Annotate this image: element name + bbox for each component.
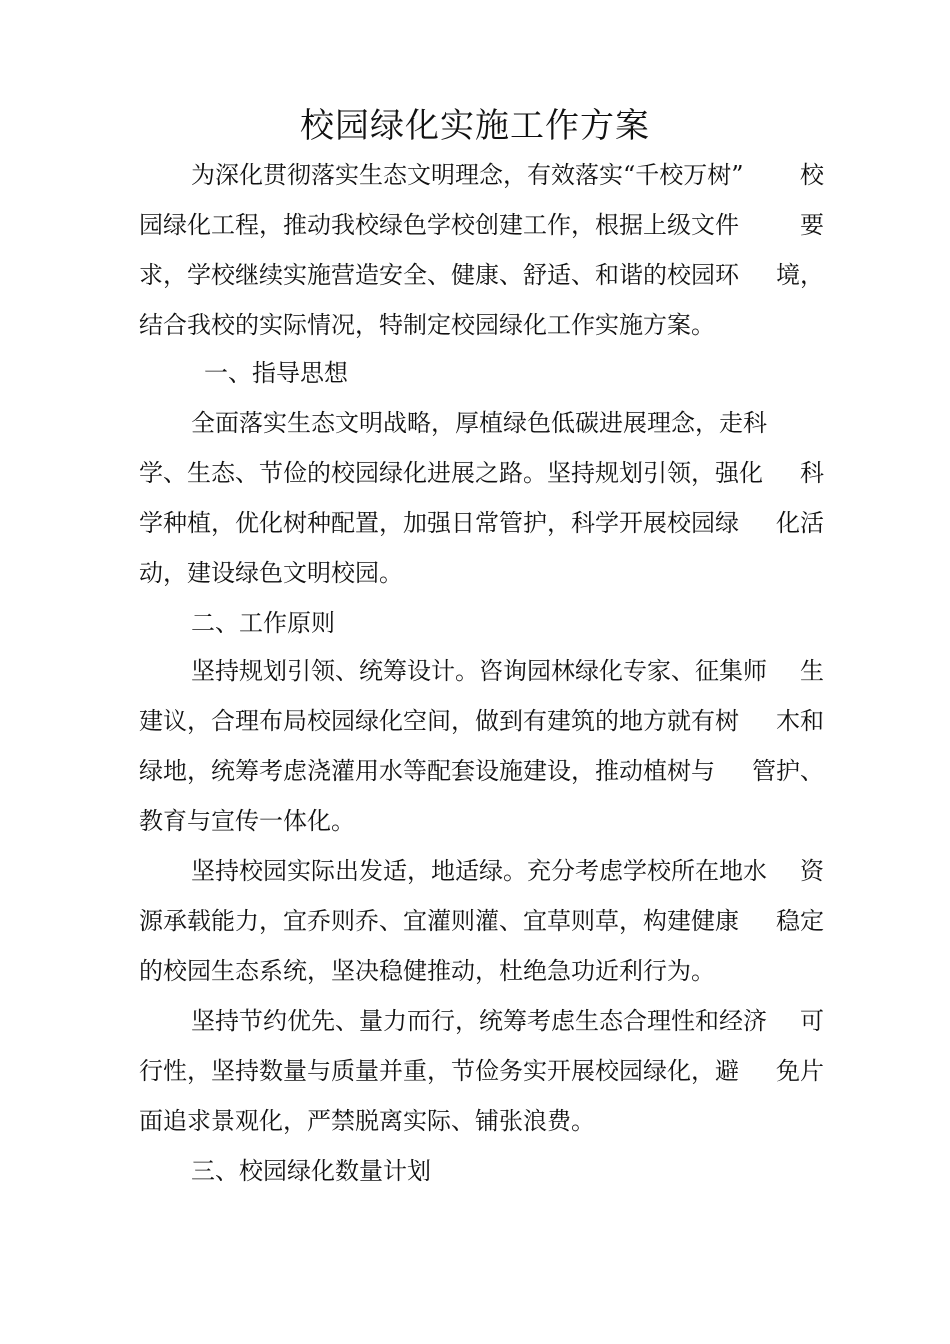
- section-heading-1: 一、指导思想: [204, 359, 348, 387]
- text-segment: 建议，合理布局校园绿化空间，做到有建筑的地方就有树: [139, 707, 739, 735]
- s2-p1-line-2: [139, 695, 824, 747]
- text-segment: 坚持校园实际出发适，地适绿。充分考虑学校所在地水: [191, 857, 767, 885]
- text-segment: 校: [800, 161, 824, 189]
- text-segment: 境，: [776, 261, 824, 289]
- text-segment: 管护、: [752, 757, 824, 785]
- text-segment: 行性，坚持数量与质量并重，节俭务实开展校园绿化，避: [139, 1057, 739, 1085]
- text-segment: 要: [800, 211, 824, 239]
- text-segment: 科: [800, 459, 824, 487]
- s2-p1-line-1: [191, 645, 824, 697]
- text-segment: 求，学校继续实施营造安全、健康、舒适、和谐的校园环: [139, 261, 739, 289]
- s2-p3-line-3: [139, 1095, 824, 1147]
- text-segment: 面追求景观化，严禁脱离实际、铺张浪费。: [139, 1107, 595, 1135]
- text-segment: 全面落实生态文明战略，厚植绿色低碳进展理念，走科: [191, 409, 767, 437]
- s1-line-1: [191, 397, 824, 449]
- text-segment: 结合我校的实际情况，特制定校园绿化工作实施方案。: [139, 311, 715, 339]
- intro-line-2: [139, 199, 824, 251]
- text-segment: 化活: [776, 509, 824, 537]
- text-segment: 动，建设绿色文明校园。: [139, 559, 403, 587]
- s2-p3-line-1: [191, 995, 824, 1047]
- intro-line-1: [191, 149, 824, 201]
- text-segment: 的校园生态系统，坚决稳健推动，杜绝急功近利行为。: [139, 957, 715, 985]
- text-segment: 绿地，统筹考虑浇灌用水等配套设施建设，推动植树与: [139, 757, 715, 785]
- s2-p2-line-2: [139, 895, 824, 947]
- text-segment: 坚持节约优先、量力而行，统筹考虑生态合理性和经济: [191, 1007, 767, 1035]
- s2-p3-line-2: [139, 1045, 824, 1097]
- intro-line-3: [139, 249, 824, 301]
- s1-line-3: [139, 497, 824, 549]
- text-segment: 坚持规划引领、统筹设计。咨询园林绿化专家、征集师: [191, 657, 767, 685]
- section-heading-2: 二、工作原则: [191, 609, 335, 637]
- s2-p1-line-3: [139, 745, 824, 797]
- intro-line-4: [139, 299, 824, 351]
- text-segment: 源承载能力，宜乔则乔、宜灌则灌、宜草则草，构建健康: [139, 907, 739, 935]
- s2-p2-line-3: [139, 945, 824, 997]
- text-segment: 生: [800, 657, 824, 685]
- text-segment: 学、生态、节俭的校园绿化进展之路。坚持规划引领，强化: [139, 459, 763, 487]
- text-segment: 免片: [776, 1057, 824, 1085]
- s1-line-2: [139, 447, 824, 499]
- document-title: 校园绿化实施工作方案: [300, 106, 650, 146]
- text-segment: 资: [800, 857, 824, 885]
- text-segment: 可: [800, 1007, 824, 1035]
- text-segment: 学种植，优化树种配置，加强日常管护，科学开展校园绿: [139, 509, 739, 537]
- s2-p1-line-4: [139, 795, 824, 847]
- text-segment: 园绿化工程，推动我校绿色学校创建工作，根据上级文件: [139, 211, 739, 239]
- text-segment: 为深化贯彻落实生态文明理念，有效落实“千校万树”: [191, 161, 744, 189]
- section-heading-3: 三、校园绿化数量计划: [191, 1157, 431, 1185]
- s1-line-4: [139, 547, 824, 599]
- text-segment: 木和: [776, 707, 824, 735]
- s2-p2-line-1: [191, 845, 824, 897]
- text-segment: 稳定: [776, 907, 824, 935]
- text-segment: 教育与宣传一体化。: [139, 807, 355, 835]
